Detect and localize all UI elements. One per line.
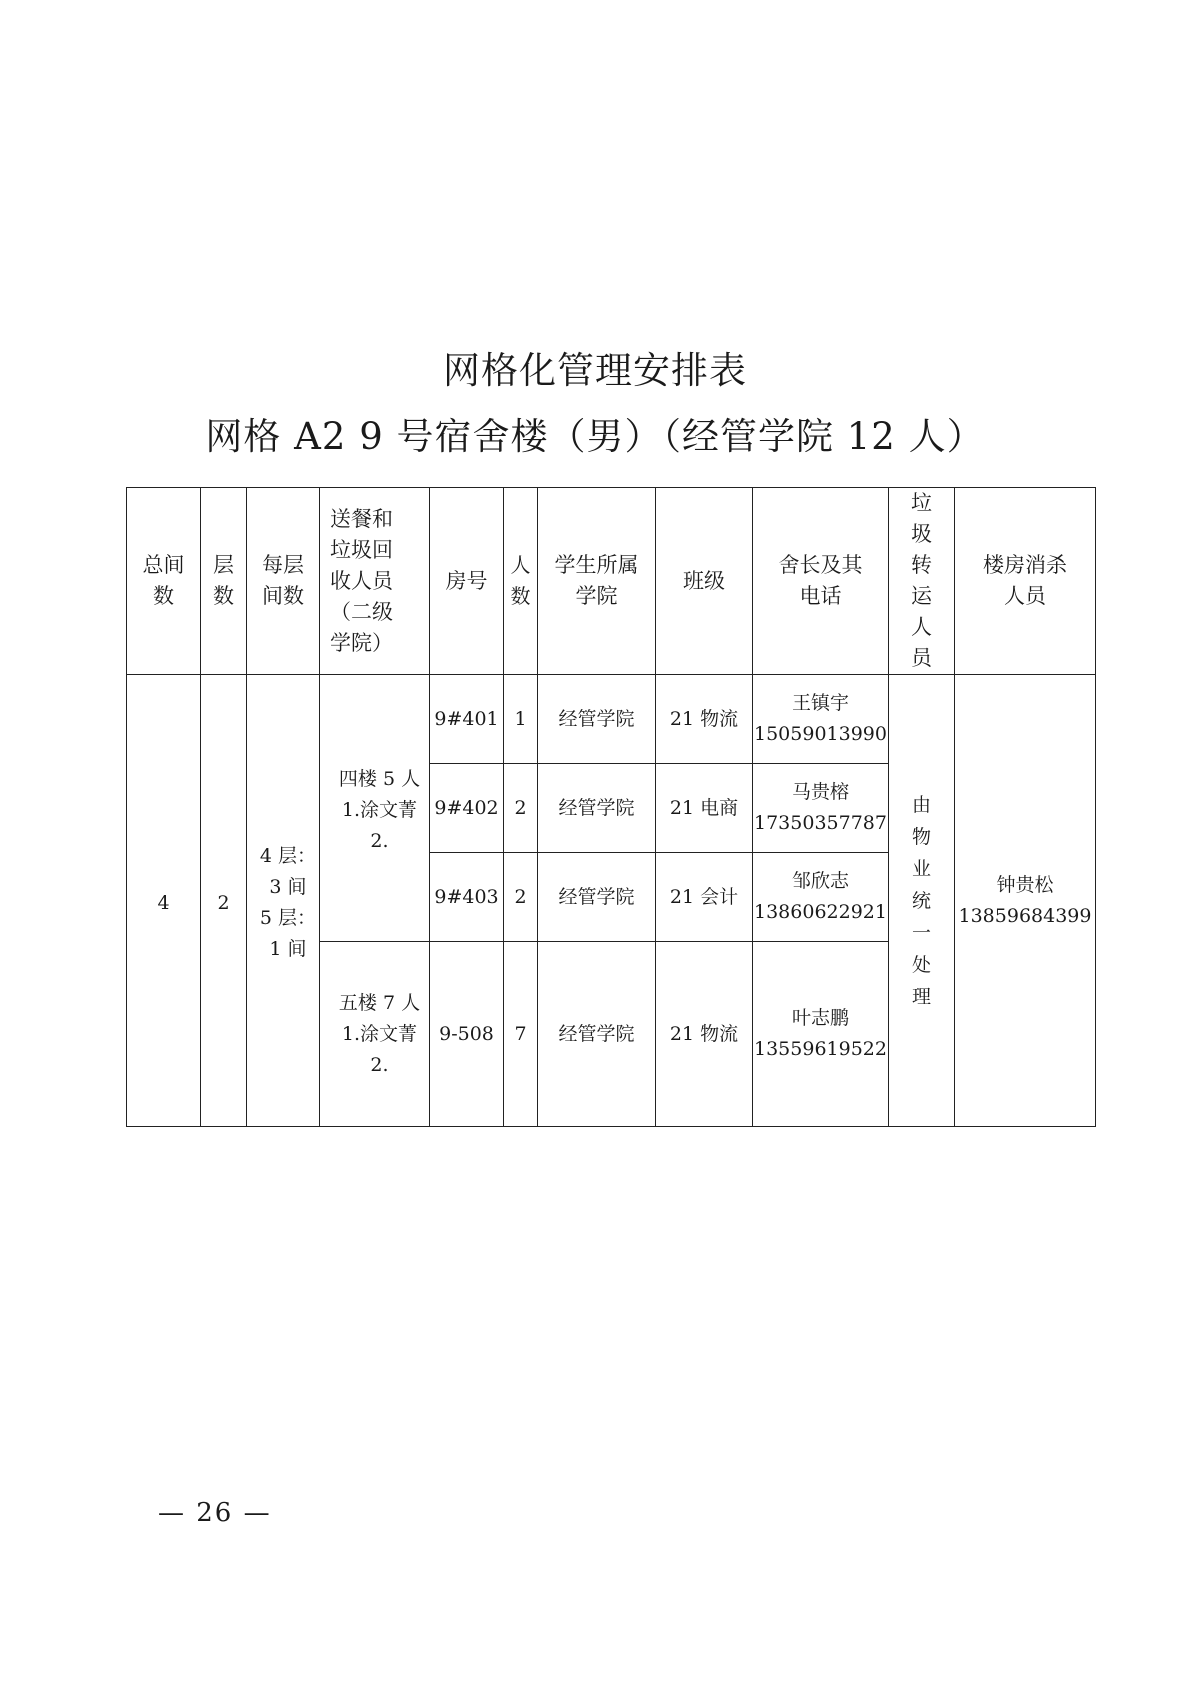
class-cell: 21 电商 (656, 764, 753, 853)
college-cell: 经管学院 (538, 942, 656, 1127)
delivery-member: 2. (370, 1053, 389, 1076)
room-cell: 9#402 (430, 764, 504, 853)
delivery-floor: 四楼 5 人 (338, 767, 421, 790)
header-college: 学生所属学院 (538, 488, 656, 675)
arrangement-table (126, 487, 1096, 1127)
delivery-group-5f (320, 942, 430, 1127)
leader-cell (753, 853, 889, 942)
page-number: — 26 — (158, 1498, 272, 1528)
garbage-staff-cell: 由物业统一处理 (889, 675, 955, 1127)
header-rooms-per-floor: 每层间数 (247, 488, 320, 675)
people-cell: 1 (504, 675, 538, 764)
rooms-per-floor-line: 1 间 (269, 937, 307, 960)
leader-cell (753, 675, 889, 764)
room-cell: 9#403 (430, 853, 504, 942)
college-cell: 经管学院 (538, 764, 656, 853)
header-floors: 层数 (201, 488, 247, 675)
leader-name: 叶志鹏 (791, 1007, 849, 1029)
header-class: 班级 (656, 488, 753, 675)
class-cell: 21 物流 (656, 675, 753, 764)
rooms-per-floor-line: 5 层： (259, 906, 317, 929)
leader-name: 马贵榕 (791, 781, 849, 803)
header-people: 人数 (504, 488, 538, 675)
class-cell: 21 物流 (656, 942, 753, 1127)
header-disinfection-staff: 楼房消杀人员 (955, 488, 1096, 675)
total-rooms-cell: 4 (127, 675, 201, 1127)
college-cell: 经管学院 (538, 675, 656, 764)
room-cell: 9#401 (430, 675, 504, 764)
leader-phone: 13559619522 (754, 1038, 887, 1060)
header-delivery-staff: 送餐和垃圾回收人员（二级学院） (320, 488, 430, 675)
header-row (127, 488, 1096, 675)
people-cell: 2 (504, 764, 538, 853)
leader-phone: 15059013990 (754, 723, 887, 745)
leader-name: 邹欣志 (791, 870, 849, 892)
document-subtitle: 网格 A2 9 号宿舍楼（男）（经管学院 12 人） (205, 415, 985, 458)
leader-phone: 13860622921 (754, 901, 887, 923)
delivery-member: 2. (370, 829, 389, 852)
document-title: 网格化管理安排表 (443, 349, 747, 392)
table-row (127, 675, 1096, 764)
rooms-per-floor-cell (247, 675, 320, 1127)
disinfection-name: 钟贵松 (996, 873, 1054, 896)
delivery-member: 1.涂文菁 (341, 1022, 418, 1045)
leader-name: 王镇宇 (791, 692, 849, 714)
delivery-member: 1.涂文菁 (341, 798, 418, 821)
people-cell: 7 (504, 942, 538, 1127)
header-garbage-staff: 垃圾转运人员 (889, 488, 955, 675)
class-cell: 21 会计 (656, 853, 753, 942)
people-cell: 2 (504, 853, 538, 942)
floors-cell: 2 (201, 675, 247, 1127)
college-cell: 经管学院 (538, 853, 656, 942)
room-cell: 9-508 (430, 942, 504, 1127)
delivery-group-4f (320, 675, 430, 942)
rooms-per-floor-line: 3 间 (269, 875, 307, 898)
header-room-no: 房号 (430, 488, 504, 675)
leader-phone: 17350357787 (754, 812, 887, 834)
header-dorm-leader: 舍长及其电话 (753, 488, 889, 675)
delivery-floor: 五楼 7 人 (338, 991, 421, 1014)
disinfection-staff-cell (955, 675, 1096, 1127)
rooms-per-floor-line: 4 层： (259, 844, 317, 867)
leader-cell (753, 764, 889, 853)
disinfection-phone: 13859684399 (958, 904, 1092, 927)
leader-cell (753, 942, 889, 1127)
header-total-rooms: 总间数 (127, 488, 201, 675)
